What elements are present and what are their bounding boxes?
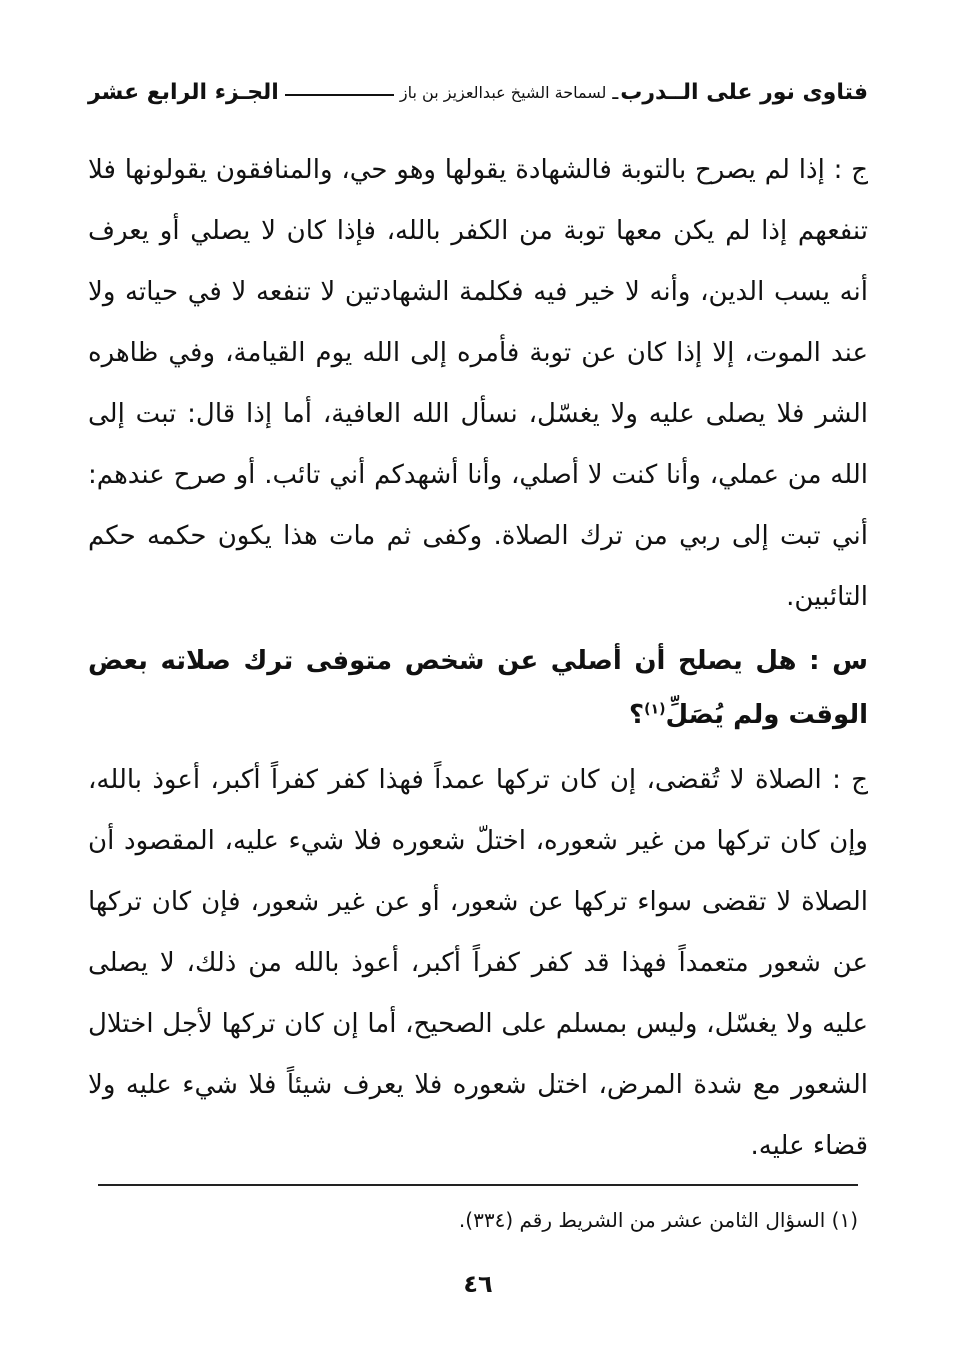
question-text: هل يصلح أن أصلي عن شخص متوفى ترك صلاته بعض الوقت ولم يُصَلِّ	[88, 646, 868, 730]
page-body	[88, 140, 868, 1177]
answer-text: الصلاة لا تُقضى، إن كان تركها عمداً فهذا كفر كفراً أكبر، أعوذ بالله، وإن كان تركها من غير شعوره، اختلّ شعوره فلا شيء عليه، المقصود أن الصلاة لا تقضى سواء تركها عن شعور، أو عن غير شعور، فإن كان تركها عن شعور متعمداً فهذا قد كفر كفراً أكبر، أعوذ بالله من ذلك، لا يصلى عليه ولا يغسّل، وليس بمسلم على الصحيح، أما إن كان تركها لأجل اختلال الشعور مع شدة المرض، اختل شعوره فلا يعرف شيئاً فلا شيء عليه ولا قضاء عليه.	[88, 765, 868, 1161]
answer-paragraph-2	[88, 750, 868, 1177]
author-name: لسماحة الشيخ عبدالعزيز بن باز	[399, 82, 607, 102]
answer-text: إذا لم يصرح بالتوبة فالشهادة يقولها وهو حي، والمنافقون يقولونها فلا تنفعهم إذا لم يكن معها توبة من الكفر بالله، فإذا كان لا يصلي أو يعرف أنه يسب الدين، وأنه لا خير فيه فكلمة الشهادتين لا تنفعه لا في حياته ولا عند الموت، إلا إذا كان عن توبة فأمره إلى الله يوم القيامة، وفي ظاهره الشر فلا يصلى عليه ولا يغسّل، نسأل الله العافية، أما إذا قال: تبت إلى الله من عملي، وأنا كنت لا أصلي، وأنا أشهدكم أني تائب. أو صرح عندهم: أني تبت إلى ربي من ترك الصلاة. وكفى ثم مات هذا يكون حكمه حكم التائبين.	[88, 155, 868, 612]
question-mark: ؟	[629, 700, 645, 730]
footnote-separator	[98, 1184, 858, 1186]
answer-label: ج :	[833, 155, 869, 185]
book-title: فتاوى نور على الــدرب	[620, 79, 868, 105]
footnote	[98, 1205, 858, 1235]
volume-part: الجـزء الرابع عشر	[88, 79, 279, 105]
footnote-marker: (١)	[831, 1208, 858, 1232]
page-number: ٤٦	[463, 1270, 493, 1298]
header-separator: ـ	[612, 80, 619, 104]
answer-label: ج :	[832, 765, 868, 795]
answer-paragraph-1	[88, 140, 868, 628]
footnote-text: السؤال الثامن عشر من الشريط رقم (٣٣٤).	[458, 1208, 826, 1232]
question-label: س :	[809, 646, 868, 676]
footnote-reference: (١)	[644, 701, 666, 718]
header-rule	[285, 94, 394, 96]
question-paragraph	[88, 634, 868, 742]
running-header	[88, 72, 868, 112]
